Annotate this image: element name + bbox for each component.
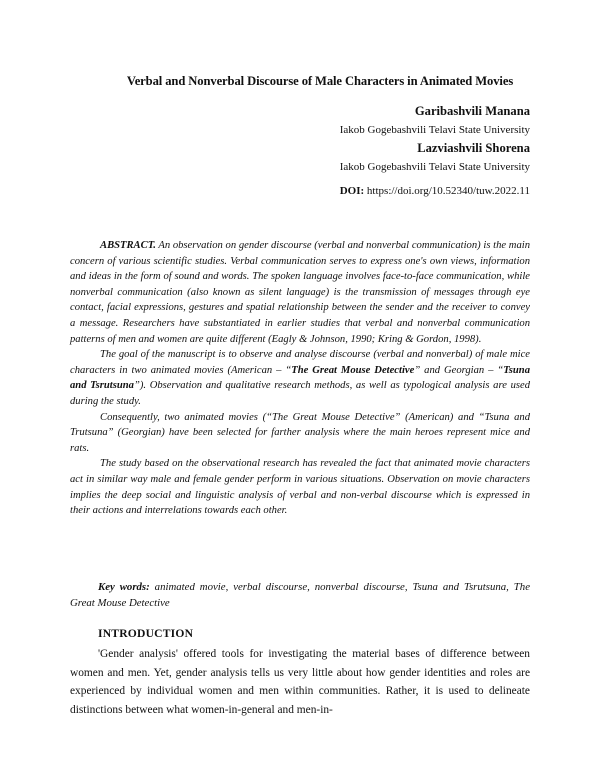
abstract-paragraph-4: The study based on the observational research has revealed the fact that animated movie characters act in similar way male and female gender perform in various situations. Observation on movie characters implies the deep social and linguistic analysis of verbal and non-verbal discourse which is expressed in their actions and interrelations towards each other. xyxy=(70,458,530,517)
movie-title-georgian: Tsuna and Tsrutsuna xyxy=(70,364,530,392)
paper-title: Verbal and Nonverbal Discourse of Male Characters in Animated Movies xyxy=(126,74,514,88)
abstract-text-2a: The goal of the manuscript is to observe and analyse discourse (verbal and nonverbal) of male mice characters in two animated movies (American – “ xyxy=(70,349,530,376)
doi-link[interactable]: https://doi.org/10.52340/tuw.2022.11 xyxy=(364,185,530,197)
abstract-label: ABSTRACT. xyxy=(100,240,156,251)
abstract xyxy=(70,238,530,519)
movie-title-american: The Great Mouse Detective xyxy=(291,364,415,376)
abstract-text-2b: ” and Georgian – “ xyxy=(414,364,504,376)
keywords-text: animated movie, verbal discourse, nonverbal discourse, Tsuna and Tsrutsuna, The Great Mouse Detective xyxy=(70,581,531,609)
abstract-paragraph-1 xyxy=(70,238,530,347)
abstract-text-1: An observation on gender discourse (verbal and nonverbal communication) is the main concern of various scientific studies. Verbal communication serves to express one's own views, information and ideas in the form of sound and words. The spoken language involves face-to-face communication, while nonverbal communication (also known as silent language) is the transmission of messages through eye contact, facial expressions, gestures and spatial relationship between the sender and the receiver to convey a message. Researchers have substantiated in earlier studies that verbal and nonverbal communication patterns of men and women are quite different (Eagly & Johnson, 1990; Kring & Gordon, 1998). xyxy=(70,240,530,345)
keywords-label: Key words: xyxy=(98,581,150,593)
author-affiliation-2: Iakob Gogebashvili Telavi State University xyxy=(339,161,530,173)
abstract-paragraph-3: Consequently, two animated movies (“The Great Mouse Detective” (American) and “Tsuna and Trutsuna” (Georgian) have been selected for farther analysis where the main heroes represent mice and rats. xyxy=(70,411,530,454)
author-name-2: Lazviashvili Shorena xyxy=(417,141,530,155)
abstract-text-2c: ”). Observation and qualitative research methods, as well as typological analysis are used during the study. xyxy=(70,380,531,407)
introduction-text: 'Gender analysis' offered tools for investigating the material bases of difference between women and men. Yet, gender analysis tells us very little about how gender identities and roles are experienced by individual women and men within communities. Rather, it is used to delineate distinctions between what women-in-general and men-in- xyxy=(70,648,530,716)
doi-label: DOI: xyxy=(339,185,365,197)
author-name-1: Garibashvili Manana xyxy=(414,104,530,118)
introduction-heading: INTRODUCTION xyxy=(98,627,194,640)
doi-line xyxy=(340,185,530,197)
abstract-paragraph-2 xyxy=(70,347,530,409)
author-affiliation-1: Iakob Gogebashvili Telavi State University xyxy=(339,124,530,136)
keywords xyxy=(70,580,530,611)
